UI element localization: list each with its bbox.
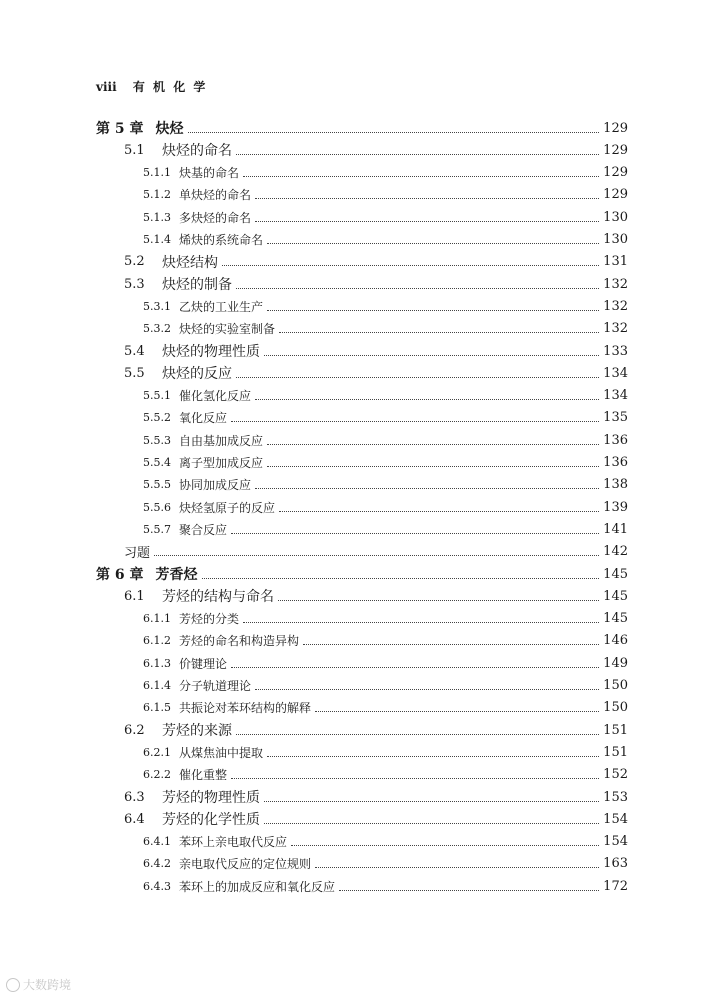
toc-entry [143,698,628,718]
toc-entry-page: 129 [603,142,628,158]
toc-entry [143,386,628,406]
toc-entry [124,586,628,606]
toc-entry-title: 烯炔的系统命名 [179,233,264,247]
toc-entry-page: 129 [603,165,628,181]
toc-dot-leader [255,399,599,400]
toc-entry-page: 139 [603,499,628,515]
toc-entry-number: 5.5.6 [143,500,171,514]
toc-entry-page: 150 [603,700,628,716]
watermark-logo-icon [6,978,20,992]
toc-entry-title: 自由基加成反应 [179,433,264,448]
toc-entry-page: 154 [603,811,628,827]
toc-entry-number: 6.2.2 [143,768,171,782]
toc-entry-number: 5.1.4 [143,233,171,246]
toc-entry-title: 炔烃 [155,121,184,137]
toc-entry-title: 芳烃的分类 [179,612,240,627]
toc-entry-title: 分子轨道理论 [179,679,252,693]
toc-entry [124,363,628,383]
toc-entry [143,475,628,495]
toc-entry-title: 炔烃的命名 [162,143,232,160]
toc-entry-page: 129 [603,187,628,203]
toc-entry-page: 131 [603,254,628,270]
watermark-text: 大数跨境 [23,978,72,992]
toc-entry-page: 138 [603,477,628,493]
toc-entry [143,319,628,339]
toc-dot-leader [255,198,599,199]
toc-entry-title: 离子型加成反应 [179,456,264,470]
toc-entry-page: 163 [603,856,628,872]
toc-entry [143,296,628,316]
toc-entry-title: 苯环上的加成反应和氧化反应 [179,879,336,894]
toc-entry-number: 5.2 [124,254,145,270]
toc-entry-title: 芳香烃 [155,567,198,583]
toc-entry-number: 5.4 [124,343,145,359]
toc-entry-number: 5.1.2 [143,188,171,202]
toc-entry-number: 6.2 [124,722,145,738]
toc-entry-title: 共振论对苯环结构的解释 [179,701,312,716]
toc-entry-page: 149 [603,655,628,671]
toc-entry-number: 5.5.2 [143,411,171,425]
toc-entry-page: 172 [603,878,628,894]
toc-entry [96,564,628,584]
toc-dot-leader [236,734,599,735]
toc-entry-title: 单炔烃的命名 [179,188,252,203]
toc-entry-title: 乙炔的工业生产 [179,299,264,314]
toc-entry-page: 151 [603,722,628,738]
toc-entry-title: 催化重整 [179,768,228,783]
toc-entry-title: 炔烃的实验室制备 [179,322,276,337]
toc-entry-title: 价键理论 [179,656,228,671]
toc-entry [143,519,628,539]
toc-entry-page: 132 [603,321,628,337]
toc-dot-leader [267,310,599,311]
toc-entry-number: 6.1.5 [143,701,171,715]
toc-entry-number: 5.3.1 [143,299,171,313]
toc-entry [143,676,628,696]
toc-entry [96,118,628,138]
toc-entry [143,631,628,651]
toc-entry-number: 6.4 [124,811,145,827]
toc-entry-title: 炔烃的反应 [162,366,232,383]
toc-entry-page: 136 [603,432,628,448]
toc-entry [124,274,628,294]
toc-dot-leader [279,332,599,333]
toc-entry-title: 多炔烃的命名 [179,210,252,225]
running-head [96,78,207,95]
toc-entry-page: 135 [603,410,628,426]
toc-dot-leader [243,622,599,623]
toc-dot-leader [264,823,599,824]
toc-dot-leader [339,890,599,891]
toc-dot-leader [202,578,600,579]
toc-dot-leader [303,644,599,645]
toc-dot-leader [255,488,599,489]
toc-dot-leader [188,132,600,133]
toc-entry [124,542,628,562]
toc-entry-page: 152 [603,767,628,783]
toc-dot-leader [231,778,599,779]
toc-entry [143,453,628,473]
toc-entry-number: 6.2.1 [143,745,171,759]
toc-entry [143,876,628,896]
toc-entry-title: 协同加成反应 [179,478,252,493]
toc-entry-title: 芳烃的来源 [162,723,232,740]
toc-dot-leader [231,421,599,422]
toc-dot-leader [291,845,599,846]
toc-entry-page: 142 [603,544,628,560]
toc-entry [143,230,628,250]
toc-entry [124,787,628,807]
toc-entry-page: 134 [603,388,628,404]
toc-entry-page: 154 [603,834,628,850]
toc-entry [143,497,628,517]
toc-entry-page: 130 [603,232,628,247]
toc-entry-title: 炔烃的制备 [162,277,232,294]
toc-entry-title: 亲电取代反应的定位规则 [179,857,312,872]
toc-entry-page: 150 [603,678,628,693]
toc-entry-number: 6.1.1 [143,612,171,626]
toc-dot-leader [278,600,599,601]
running-head-page-number: viii [96,80,117,94]
toc-entry [124,252,628,272]
toc-entry-number: 6.1 [124,588,145,604]
running-head-book-title: 有 机 化 学 [132,80,208,94]
toc-entry [143,408,628,428]
toc-entry-title: 从煤焦油中提取 [179,745,264,760]
toc-entry [124,341,628,361]
toc-entry [143,609,628,629]
toc-entry-number: 5.5.1 [143,389,171,403]
toc-entry-number: 5.5 [124,365,145,381]
toc-entry-page: 129 [603,120,628,136]
toc-entry-title: 芳烃的命名和构造异构 [179,634,300,649]
toc-dot-leader [279,511,599,512]
toc-dot-leader [154,555,599,556]
toc-entry-title: 催化氢化反应 [179,389,252,404]
toc-entry-page: 133 [603,343,628,359]
toc-entry-number: 第 6 章 [96,567,144,583]
toc-entry [143,765,628,785]
toc-dot-leader [264,801,599,802]
toc-entry-title: 苯环上亲电取代反应 [179,835,288,850]
watermark [6,976,71,993]
toc-dot-leader [267,444,599,445]
toc-dot-leader [236,288,599,289]
toc-entry [143,832,628,852]
toc-entry-title: 芳烃的结构与命名 [162,589,274,606]
toc-entry-number: 5.5.4 [143,456,171,469]
toc-entry-page: 132 [603,298,628,314]
toc-entry-number: 5.1 [124,142,145,158]
toc-entry-page: 145 [603,611,628,627]
toc-entry-page: 146 [603,633,628,649]
toc-dot-leader [231,533,599,534]
toc-dot-leader [267,243,599,244]
toc-entry-page: 151 [603,744,628,760]
toc-entry-number: 6.4.1 [143,835,171,849]
toc-entry [143,653,628,673]
toc-entry-number: 5.5.3 [143,433,171,447]
toc-entry-title: 氧化反应 [179,411,228,426]
toc-dot-leader [267,756,599,757]
toc-dot-leader [236,377,599,378]
toc-entry [124,140,628,160]
toc-entry [143,163,628,183]
toc-dot-leader [231,667,599,668]
toc-entry-title: 炔基的命名 [179,166,240,181]
toc-entry-number: 6.3 [124,789,145,805]
toc-dot-leader [264,355,599,356]
toc-entry-number: 6.1.4 [143,679,171,692]
toc-dot-leader [243,176,599,177]
toc-entry [124,720,628,740]
toc-entry-number: 6.1.3 [143,656,171,670]
toc-entry-number: 5.3 [124,276,145,292]
toc-entry-page: 132 [603,276,628,292]
toc-entry [143,185,628,205]
toc-entry-page: 145 [603,566,628,582]
toc-entry-title: 炔烃的物理性质 [162,344,260,360]
toc-entry-page: 141 [603,521,628,537]
toc-entry-page: 130 [603,209,628,225]
toc-dot-leader [236,154,599,155]
toc-dot-leader [222,265,599,266]
toc-entry-number: 5.3.2 [143,322,171,336]
toc-entry-page: 134 [603,365,628,381]
toc-entry [143,742,628,762]
toc-entry-title: 炔烃结构 [162,254,218,271]
toc-entry-number: 6.4.3 [143,879,171,893]
toc-entry-title: 芳烃的物理性质 [162,790,260,806]
toc-entry-number: 6.1.2 [143,634,171,648]
toc-entry-number: 5.5.7 [143,522,171,536]
toc-entry-number: 第 5 章 [96,121,144,137]
toc-entry [143,430,628,450]
toc-entry-title: 习题 [124,546,151,562]
toc-dot-leader [255,689,599,690]
toc-entry [143,207,628,227]
toc-entry-page: 136 [603,455,628,470]
toc-entry-number: 5.1.3 [143,210,171,224]
toc-entry [143,854,628,874]
toc-entry-title: 芳烃的化学性质 [162,812,260,829]
toc-entry-title: 炔烃氢原子的反应 [179,500,276,515]
toc-entry-page: 153 [603,789,628,805]
toc-entry-number: 5.5.5 [143,478,171,492]
toc-entry-title: 聚合反应 [179,522,228,537]
toc-entry-number: 5.1.1 [143,166,171,180]
toc-dot-leader [315,867,599,868]
toc-entry [124,809,628,829]
toc-dot-leader [255,221,599,222]
toc-dot-leader [315,711,599,712]
toc-entry-page: 145 [603,588,628,604]
toc-dot-leader [267,466,599,467]
toc-entry-number: 6.4.2 [143,857,171,871]
